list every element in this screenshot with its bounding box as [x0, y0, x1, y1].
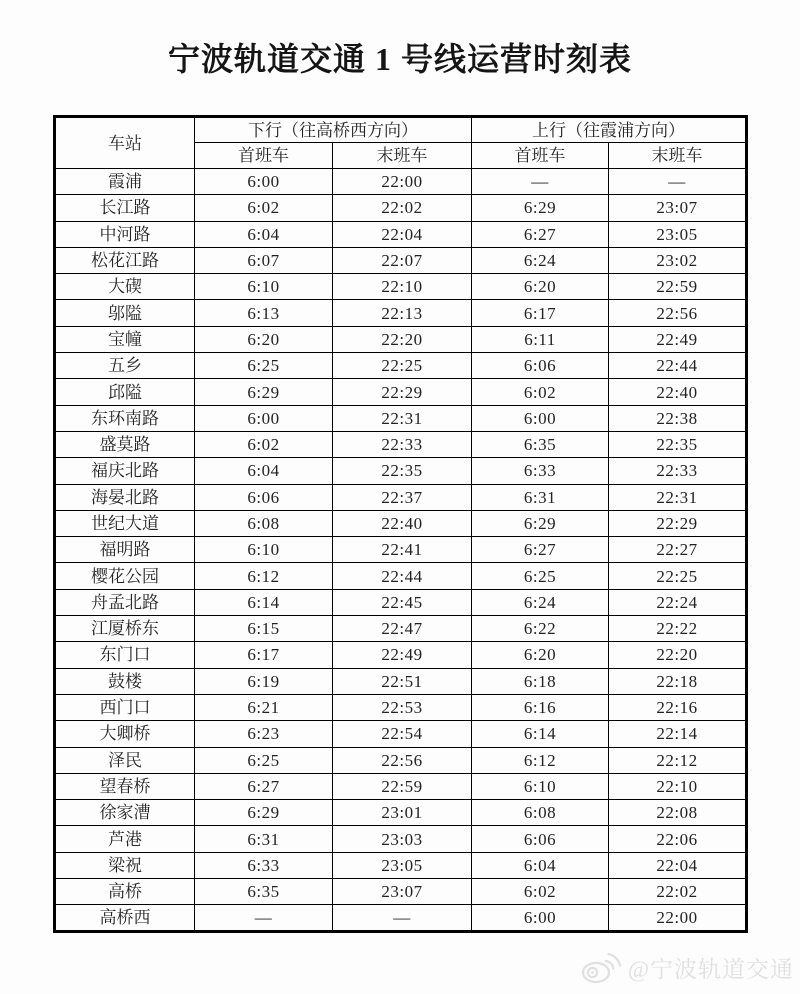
station-cell: 宝幢 — [55, 326, 195, 352]
station-cell: 梁祝 — [55, 852, 195, 878]
up-last-cell: 22:59 — [609, 274, 747, 300]
down-first-cell: 6:31 — [195, 826, 333, 852]
up-last-cell: 22:40 — [609, 379, 747, 405]
station-cell: 高桥 — [55, 879, 195, 905]
station-column-header: 车站 — [55, 117, 195, 169]
up-last-cell: 22:00 — [609, 905, 747, 931]
up-first-cell: 6:00 — [472, 405, 609, 431]
down-first-cell: 6:10 — [195, 274, 333, 300]
down-last-cell: 22:37 — [333, 484, 472, 510]
table-row — [55, 300, 747, 326]
up-last-cell: 22:25 — [609, 563, 747, 589]
down-last-cell: 22:00 — [333, 169, 472, 195]
station-cell: 望春桥 — [55, 773, 195, 799]
up-first-cell: 6:33 — [472, 458, 609, 484]
down-first-cell: 6:12 — [195, 563, 333, 589]
down-last-cell: 22:07 — [333, 247, 472, 273]
down-first-cell: — — [195, 905, 333, 931]
timetable-body — [55, 169, 747, 932]
up-first-cell: 6:14 — [472, 721, 609, 747]
up-first-cell: 6:02 — [472, 879, 609, 905]
down-last-cell: 22:40 — [333, 510, 472, 536]
table-row — [55, 195, 747, 221]
up-last-cell: 23:02 — [609, 247, 747, 273]
down-last-cell: 23:03 — [333, 826, 472, 852]
up-last-cell: 22:14 — [609, 721, 747, 747]
up-first-cell: 6:20 — [472, 274, 609, 300]
table-row — [55, 405, 747, 431]
down-last-cell: 22:41 — [333, 537, 472, 563]
up-first-cell: 6:35 — [472, 431, 609, 457]
up-first-cell: 6:11 — [472, 326, 609, 352]
down-first-cell: 6:29 — [195, 800, 333, 826]
station-cell: 大碶 — [55, 274, 195, 300]
down-last-cell: 22:54 — [333, 721, 472, 747]
table-row — [55, 431, 747, 457]
station-cell: 长江路 — [55, 195, 195, 221]
down-last-cell: 22:25 — [333, 353, 472, 379]
table-row — [55, 879, 747, 905]
watermark — [581, 948, 794, 986]
up-first-cell: 6:17 — [472, 300, 609, 326]
up-first-cell: 6:24 — [472, 247, 609, 273]
down-first-cell: 6:06 — [195, 484, 333, 510]
table-row — [55, 510, 747, 536]
up-first-cell: 6:06 — [472, 353, 609, 379]
up-last-cell: 22:33 — [609, 458, 747, 484]
up-first-cell: 6:27 — [472, 537, 609, 563]
down-last-train-header: 末班车 — [333, 143, 472, 169]
down-first-cell: 6:29 — [195, 379, 333, 405]
up-last-cell: — — [609, 169, 747, 195]
table-row — [55, 458, 747, 484]
station-cell: 五乡 — [55, 353, 195, 379]
up-first-cell: 6:31 — [472, 484, 609, 510]
up-first-cell: 6:12 — [472, 747, 609, 773]
table-row — [55, 826, 747, 852]
down-last-cell: 22:29 — [333, 379, 472, 405]
up-last-cell: 22:06 — [609, 826, 747, 852]
table-row — [55, 800, 747, 826]
up-first-cell: 6:20 — [472, 642, 609, 668]
up-last-cell: 22:22 — [609, 616, 747, 642]
down-first-cell: 6:17 — [195, 642, 333, 668]
table-row — [55, 274, 747, 300]
down-last-cell: 22:56 — [333, 747, 472, 773]
up-first-cell: 6:27 — [472, 221, 609, 247]
up-last-cell: 22:27 — [609, 537, 747, 563]
down-last-cell: — — [333, 905, 472, 931]
up-last-cell: 22:12 — [609, 747, 747, 773]
up-last-cell: 22:35 — [609, 431, 747, 457]
station-cell: 鼓楼 — [55, 668, 195, 694]
station-cell: 舟孟北路 — [55, 589, 195, 615]
up-last-cell: 22:18 — [609, 668, 747, 694]
up-last-cell: 22:56 — [609, 300, 747, 326]
watermark-handle: @宁波轨道交通 — [627, 956, 794, 982]
up-first-cell: 6:29 — [472, 195, 609, 221]
station-cell: 江厦桥东 — [55, 616, 195, 642]
up-last-cell: 22:02 — [609, 879, 747, 905]
down-first-cell: 6:04 — [195, 221, 333, 247]
station-cell: 泽民 — [55, 747, 195, 773]
down-first-cell: 6:14 — [195, 589, 333, 615]
table-row — [55, 353, 747, 379]
table-row — [55, 905, 747, 931]
station-cell: 徐家漕 — [55, 800, 195, 826]
table-row — [55, 169, 747, 195]
down-first-cell: 6:10 — [195, 537, 333, 563]
down-last-cell: 22:59 — [333, 773, 472, 799]
down-first-cell: 6:27 — [195, 773, 333, 799]
station-cell: 邱隘 — [55, 379, 195, 405]
table-row — [55, 668, 747, 694]
down-first-cell: 6:19 — [195, 668, 333, 694]
up-first-cell: 6:04 — [472, 852, 609, 878]
up-first-cell: 6:06 — [472, 826, 609, 852]
table-row — [55, 484, 747, 510]
up-first-cell: 6:18 — [472, 668, 609, 694]
down-first-cell: 6:25 — [195, 353, 333, 379]
table-row — [55, 747, 747, 773]
down-last-cell: 23:01 — [333, 800, 472, 826]
down-last-cell: 22:44 — [333, 563, 472, 589]
up-last-cell: 22:44 — [609, 353, 747, 379]
down-last-cell: 22:53 — [333, 694, 472, 720]
station-cell: 东门口 — [55, 642, 195, 668]
up-last-cell: 22:16 — [609, 694, 747, 720]
up-first-cell: 6:10 — [472, 773, 609, 799]
table-row — [55, 326, 747, 352]
station-cell: 松花江路 — [55, 247, 195, 273]
station-cell: 盛莫路 — [55, 431, 195, 457]
down-first-cell: 6:00 — [195, 169, 333, 195]
up-first-cell: 6:02 — [472, 379, 609, 405]
up-direction-header: 上行（往霞浦方向） — [472, 117, 747, 143]
up-last-cell: 22:38 — [609, 405, 747, 431]
up-first-cell: 6:00 — [472, 905, 609, 931]
down-last-cell: 22:20 — [333, 326, 472, 352]
down-first-cell: 6:00 — [195, 405, 333, 431]
station-cell: 邬隘 — [55, 300, 195, 326]
up-last-cell: 22:20 — [609, 642, 747, 668]
down-last-cell: 22:31 — [333, 405, 472, 431]
down-first-cell: 6:04 — [195, 458, 333, 484]
down-first-cell: 6:15 — [195, 616, 333, 642]
table-row — [55, 589, 747, 615]
timetable-header — [55, 117, 747, 169]
station-cell: 福明路 — [55, 537, 195, 563]
weibo-icon — [581, 950, 621, 984]
down-last-cell: 22:04 — [333, 221, 472, 247]
station-cell: 世纪大道 — [55, 510, 195, 536]
header-row-directions — [55, 117, 747, 143]
down-first-cell: 6:07 — [195, 247, 333, 273]
station-cell: 福庆北路 — [55, 458, 195, 484]
table-row — [55, 563, 747, 589]
down-first-cell: 6:20 — [195, 326, 333, 352]
down-first-cell: 6:21 — [195, 694, 333, 720]
down-last-cell: 22:51 — [333, 668, 472, 694]
up-first-cell: 6:08 — [472, 800, 609, 826]
station-cell: 海晏北路 — [55, 484, 195, 510]
timetable — [53, 115, 748, 933]
up-last-cell: 23:05 — [609, 221, 747, 247]
up-last-cell: 23:07 — [609, 195, 747, 221]
down-first-cell: 6:13 — [195, 300, 333, 326]
up-last-cell: 22:10 — [609, 773, 747, 799]
down-last-cell: 22:02 — [333, 195, 472, 221]
down-first-cell: 6:25 — [195, 747, 333, 773]
station-cell: 芦港 — [55, 826, 195, 852]
down-last-cell: 22:10 — [333, 274, 472, 300]
down-last-cell: 22:49 — [333, 642, 472, 668]
up-last-cell: 22:24 — [609, 589, 747, 615]
up-first-cell: 6:24 — [472, 589, 609, 615]
table-row — [55, 773, 747, 799]
up-last-cell: 22:08 — [609, 800, 747, 826]
up-first-cell: 6:29 — [472, 510, 609, 536]
station-cell: 西门口 — [55, 694, 195, 720]
down-first-cell: 6:08 — [195, 510, 333, 536]
up-first-cell: 6:22 — [472, 616, 609, 642]
table-row — [55, 642, 747, 668]
down-first-cell: 6:23 — [195, 721, 333, 747]
down-last-cell: 22:35 — [333, 458, 472, 484]
station-cell: 樱花公园 — [55, 563, 195, 589]
station-cell: 中河路 — [55, 221, 195, 247]
station-cell: 霞浦 — [55, 169, 195, 195]
table-row — [55, 721, 747, 747]
table-row — [55, 852, 747, 878]
up-first-cell: 6:16 — [472, 694, 609, 720]
station-cell: 东环南路 — [55, 405, 195, 431]
table-row — [55, 247, 747, 273]
station-cell: 高桥西 — [55, 905, 195, 931]
up-last-train-header: 末班车 — [609, 143, 747, 169]
down-last-cell: 22:33 — [333, 431, 472, 457]
table-row — [55, 537, 747, 563]
up-last-cell: 22:31 — [609, 484, 747, 510]
table-row — [55, 221, 747, 247]
station-cell: 大卿桥 — [55, 721, 195, 747]
table-row — [55, 379, 747, 405]
down-last-cell: 22:13 — [333, 300, 472, 326]
up-first-cell: — — [472, 169, 609, 195]
up-first-cell: 6:25 — [472, 563, 609, 589]
down-first-cell: 6:33 — [195, 852, 333, 878]
up-last-cell: 22:04 — [609, 852, 747, 878]
down-last-cell: 22:45 — [333, 589, 472, 615]
down-last-cell: 23:07 — [333, 879, 472, 905]
down-first-train-header: 首班车 — [195, 143, 333, 169]
up-last-cell: 22:49 — [609, 326, 747, 352]
table-row — [55, 616, 747, 642]
down-direction-header: 下行（往高桥西方向） — [195, 117, 472, 143]
down-last-cell: 23:05 — [333, 852, 472, 878]
down-first-cell: 6:02 — [195, 431, 333, 457]
down-first-cell: 6:02 — [195, 195, 333, 221]
up-first-train-header: 首班车 — [472, 143, 609, 169]
up-last-cell: 22:29 — [609, 510, 747, 536]
down-first-cell: 6:35 — [195, 879, 333, 905]
table-row — [55, 694, 747, 720]
down-last-cell: 22:47 — [333, 616, 472, 642]
page-title: 宁波轨道交通 1 号线运营时刻表 — [167, 41, 632, 77]
